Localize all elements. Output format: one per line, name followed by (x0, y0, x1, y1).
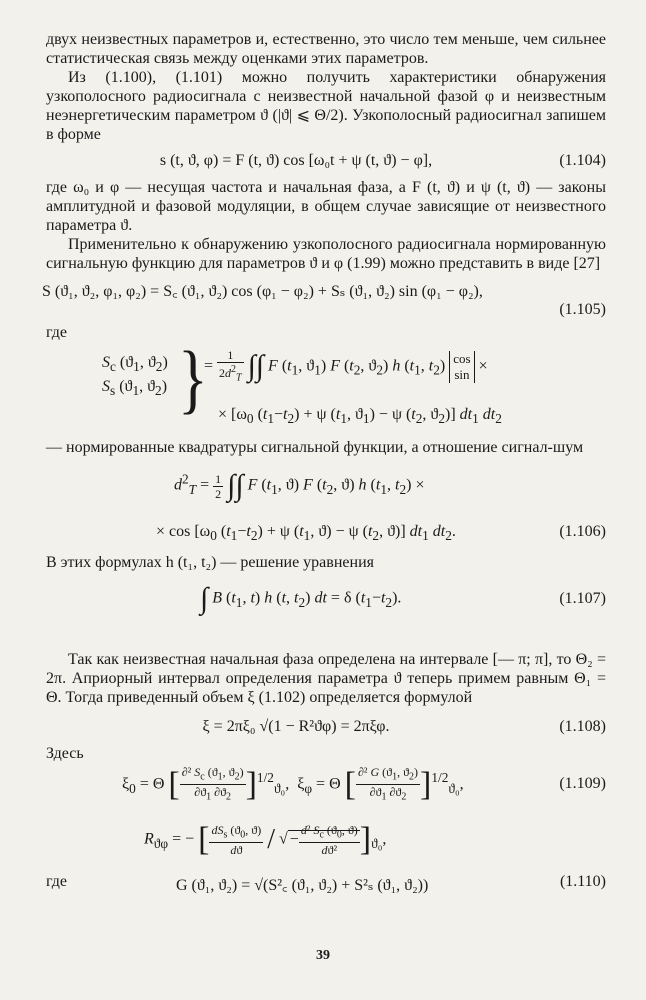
page-content (42, 30, 606, 897)
snr-formula-line2: × $\cos [\omega_0$ $(t_1-t_2) + \psi$ ($t_1$, ϑ) − ψ ($t_2$, ϑ)] $dt_1$ $dt_2$. (156, 523, 456, 544)
equation-1-110-expr: G (ϑ₁, ϑ₂) = √(S²꜀ (ϑ₁, ϑ₂) + S²ₛ (ϑ₁, ϑ₂)) (176, 877, 429, 894)
xi-formulas: $\xi_0 = \Theta$ [ $\frac{\partial^2 S_c (ϑ_1, ϑ_2)}{\partial ϑ_1 \partial ϑ_2}$ ]$^{1/2}_{ϑ_0}$, $\xi_\varphi = \Theta$ [ $\frac{\partial^2 G (ϑ_1, ϑ_2)}{\partial ϑ_1 \partial ϑ_2}$ ]$^{1/2}_{ϑ_0}$, (122, 765, 464, 803)
right-brace-icon: } (178, 336, 208, 422)
equation-1-105-expr: S (ϑ₁, ϑ₂, φ₁, φ₂) = S꜀ (ϑ₁, ϑ₂) cos (φ₁ − φ₂) + Sₛ (ϑ₁, ϑ₂) sin (φ₁ − φ₂), (42, 283, 483, 300)
paragraph-3: где ω₀ и φ — несущая частота и начальная фаза, а F (t, ϑ) и ψ (t, ϑ) — законы амплитудной и фазовой модуляции, в общем случае зависящие от неизвестного параметра ϑ. (46, 179, 606, 234)
paragraph-2: Из (1.100), (1.101) можно получить характеристики обнаружения узкополосного радиосигнала с неизвестной начальной фазой φ и неизвестным неэнергетическим параметром ϑ (|ϑ| ⩽ Θ/2). Узкополосный радиосигнал запишем в форме (46, 69, 606, 143)
equation-1-107-number: (1.107) (559, 590, 606, 607)
page-number: 39 (316, 948, 330, 963)
equation-1-105 (42, 279, 606, 323)
quadrature-formula: = $\frac{1}{2d^2_T}$ ∫∫ F ($t_1$, $ϑ_1$) F ($t_2$, $ϑ_2$) h ($t_1$, $t_2$) cos sin × (204, 348, 488, 384)
equation-1-104-number: (1.104) (559, 152, 606, 169)
quadrature-definition (46, 336, 606, 438)
quadrature-formula-line2: × [$\omega_0$ $(t_1-t_2) + \psi$ ($t_1$, $ϑ_1) - \psi$ ($t_2$, $ϑ_2$)] $dt_1$ $dt_2$ (218, 406, 502, 427)
paragraph-1: двух неизвестных параметров и, естественно, это число тем меньше, чем сильнее статистическая связь между оценками этих параметров. (46, 31, 606, 67)
equation-1-105-number: (1.105) (559, 301, 606, 318)
paragraph-4: Применительно к обнаружению узкополосного радиосигнала нормированную сигнальную функцию для параметров ϑ и φ (1.99) можно представить в виде [27] (46, 236, 606, 272)
equation-1-109-number: (1.109) (559, 775, 606, 792)
equation-1-106-number: (1.106) (559, 523, 606, 540)
snr-formula: $d^2_T$ = $\frac{1}{2}$ ∫∫ F ($t_1$, ϑ) F ($t_2$, ϑ) h ($t_1$, $t_2$) × (174, 469, 425, 502)
sc-label: $S_c$ ($ϑ_1$, $ϑ_2$) (102, 354, 168, 375)
paragraph-9: Здесь (46, 745, 84, 762)
paragraph-8: Так как неизвестная начальная фаза определена на интервале [— π; π], то Θ₂ = 2π. Априорный интервал определения параметра ϑ теперь примем равным Θ₁ = Θ. Тогда приведенный объем ξ (1.102) определяется формулой (46, 651, 606, 706)
equation-1-104 (46, 151, 606, 171)
paragraph-10: где (46, 873, 68, 890)
paragraph-6: — нормированные квадратуры сигнальной функции, а отношение сигнал-шум (46, 439, 584, 456)
equation-1-110 (46, 871, 606, 897)
equation-1-110-number: (1.110) (559, 873, 606, 890)
equation-1-107 (46, 572, 606, 630)
equation-1-108-expr: ξ = 2πξ₀ √(1 − R²ϑφ) = 2πξφ. (202, 718, 390, 735)
paragraph-7: В этих формулах h (t₁, t₂) — решение уравнения (46, 554, 374, 571)
integral-equation: ∫ B ($t_1$, t) h (t, $t_2$) dt = δ $(t_1-t_2)$. (200, 582, 402, 615)
equation-1-104-expr: s (t, ϑ, φ) = F (t, ϑ) cos [ω₀t + ψ (t, ϑ) − φ], (159, 152, 433, 169)
ss-label: $S_s$ ($ϑ_1$, $ϑ_2$) (102, 378, 168, 399)
paragraph-5: где (46, 324, 68, 341)
equation-1-106 (46, 457, 606, 553)
equation-1-108-number: (1.108) (559, 718, 606, 735)
equation-1-108 (46, 717, 606, 737)
r-formula: $R_{ϑ\varphi}$ = − [ $\frac{dS_s (ϑ_0, ϑ)}{dϑ}$ / √ − $\frac{d^2 S_c (ϑ_0, ϑ)}{\text{dϑ²}}$ ]$_{ϑ_0}$, (144, 821, 387, 858)
r-definition (46, 815, 606, 871)
equation-1-109 (46, 763, 606, 815)
